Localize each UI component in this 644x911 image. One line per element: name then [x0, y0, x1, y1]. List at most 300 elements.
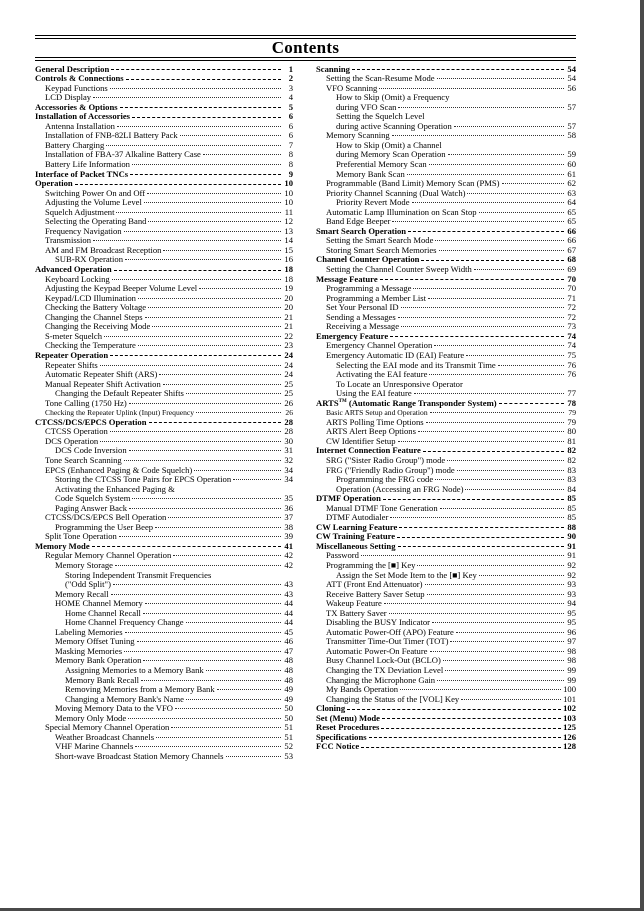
toc-subsection-entry[interactable] — [35, 425, 293, 435]
toc-leader-dots — [203, 148, 281, 158]
toc-leader-dots — [199, 282, 281, 292]
toc-subsection-entry[interactable] — [35, 291, 293, 301]
toc-subsection-entry[interactable] — [316, 215, 576, 225]
toc-subsection-entry[interactable] — [316, 81, 576, 91]
toc-leader-dots — [124, 224, 281, 234]
toc-subsection-entry[interactable] — [35, 549, 293, 559]
toc-leader-dots — [425, 578, 564, 588]
toc-leader-dots — [400, 683, 561, 693]
toc-subsection-entry[interactable] — [35, 568, 293, 578]
toc-section-entry[interactable] — [316, 396, 576, 406]
toc-page-number: 12 — [284, 216, 293, 227]
toc-entry-label: Repeater Operation — [35, 349, 109, 360]
toc-page-number: 42 — [284, 550, 293, 561]
toc-section-entry[interactable] — [316, 253, 576, 263]
toc-leader-dots — [138, 339, 281, 349]
toc-entry-label: Disabling the BUSY Indicator — [326, 617, 430, 628]
toc-entry-label: CTCSS/DCS/EPCS Bell Operation — [45, 512, 167, 523]
toc-entry-label: Automatic Lamp Illumination on Scan Stop — [326, 206, 477, 217]
toc-subsection-entry[interactable] — [316, 654, 576, 664]
toc-leader-dots — [437, 673, 564, 683]
toc-page-number: 85 — [567, 512, 576, 523]
toc-leader-dots — [114, 262, 281, 272]
toc-page-number: 72 — [567, 302, 576, 313]
toc-subsection-entry[interactable] — [35, 396, 293, 406]
toc-subsection-entry[interactable] — [35, 234, 293, 244]
toc-page-number: 25 — [284, 378, 293, 389]
toc-subsection-entry[interactable] — [316, 177, 576, 187]
toc-subsection-entry[interactable] — [35, 368, 293, 378]
toc-entry-label: Keypad Functions — [45, 82, 108, 93]
toc-entry-label: during VFO Scan — [336, 101, 397, 112]
toc-page-number: 97 — [567, 636, 576, 647]
toc-subsection-entry[interactable] — [35, 243, 293, 253]
toc-subsection-entry[interactable] — [35, 253, 293, 263]
toc-subsection-entry[interactable] — [316, 425, 576, 435]
toc-entry-label: CW Training Feature — [316, 531, 396, 542]
toc-leader-dots — [479, 568, 564, 578]
toc-leader-dots — [421, 253, 564, 263]
toc-page-number: 60 — [567, 159, 576, 170]
toc-subsection-entry[interactable] — [316, 578, 576, 588]
toc-leader-dots — [429, 157, 564, 167]
toc-subsection-entry[interactable] — [35, 138, 293, 148]
toc-subsection-entry[interactable] — [316, 100, 576, 110]
toc-subsection-entry[interactable] — [316, 377, 576, 387]
toc-subsection-entry[interactable] — [35, 358, 293, 368]
toc-subsection-entry[interactable] — [316, 348, 576, 358]
toc-page-number: 18 — [284, 273, 293, 284]
toc-subsection-entry[interactable] — [35, 511, 293, 521]
toc-subsection-entry[interactable] — [35, 339, 293, 349]
toc-entry-label: Automatic Repeater Shift (ARS) — [45, 369, 158, 380]
toc-section-entry[interactable] — [316, 224, 576, 234]
toc-section-entry[interactable] — [35, 62, 293, 72]
toc-leader-dots — [206, 663, 281, 673]
toc-leader-dots — [456, 625, 564, 635]
toc-entry-label: Accessories & Options — [35, 101, 118, 112]
toc-entry-label: Priority Revert Mode — [336, 197, 410, 208]
toc-subsection-entry[interactable] — [316, 358, 576, 368]
toc-page-number: 99 — [567, 674, 576, 685]
toc-subsection-entry[interactable] — [35, 654, 293, 664]
toc-entry-label: To Locate an Unresponsive Operator — [336, 378, 463, 389]
toc-subsection-entry[interactable] — [316, 205, 576, 215]
toc-subsection-entry[interactable] — [316, 138, 576, 148]
toc-page-number: 95 — [567, 617, 576, 628]
toc-subsection-entry[interactable] — [35, 453, 293, 463]
toc-subsection-entry[interactable] — [35, 606, 293, 616]
toc-entry-label: Reset Procedures — [316, 722, 380, 733]
toc-page-number: 68 — [567, 254, 576, 265]
toc-subsection-entry[interactable] — [35, 224, 293, 234]
toc-subsection-entry[interactable] — [35, 473, 293, 483]
toc-section-entry[interactable] — [316, 492, 576, 502]
toc-leader-dots — [502, 177, 564, 187]
toc-subsection-entry[interactable] — [35, 492, 293, 502]
toc-subsection-entry[interactable] — [35, 740, 293, 750]
toc-page-number: 81 — [567, 435, 576, 446]
toc-section-entry[interactable] — [35, 348, 293, 358]
toc-subsection-entry[interactable] — [316, 91, 576, 101]
toc-entry-label: How to Skip (Omit) a Channel — [336, 139, 442, 150]
toc-page-number: 6 — [288, 130, 293, 141]
toc-page-number: 10 — [284, 187, 293, 198]
toc-page-number: 65 — [567, 206, 576, 217]
toc-leader-dots — [383, 492, 564, 502]
toc-subsection-entry[interactable] — [316, 683, 576, 693]
toc-subsection-entry[interactable] — [35, 501, 293, 511]
toc-page-number: 79 — [568, 408, 576, 418]
toc-subsection-entry[interactable] — [316, 234, 576, 244]
toc-entry-label: Antenna Installation — [45, 120, 115, 131]
toc-page-number: 31 — [284, 445, 293, 456]
toc-leader-dots — [124, 453, 281, 463]
toc-entry-label: Paging Answer Back — [55, 502, 128, 513]
toc-leader-dots — [75, 177, 281, 187]
toc-section-entry[interactable] — [316, 329, 576, 339]
toc-subsection-entry[interactable] — [35, 377, 293, 387]
toc-page-number: 50 — [284, 712, 293, 723]
toc-entry-label: Storing the CTCSS Tone Pairs for EPCS Operation — [55, 474, 232, 485]
toc-subsection-entry[interactable] — [35, 616, 293, 626]
toc-subsection-entry[interactable] — [316, 635, 576, 645]
toc-subsection-entry[interactable] — [35, 148, 293, 158]
toc-subsection-entry[interactable] — [35, 558, 293, 568]
toc-entry-label: LCD Display — [45, 92, 92, 103]
trademark-symbol: TM — [338, 398, 347, 404]
toc-section-entry[interactable] — [316, 711, 576, 721]
toc-subsection-entry[interactable] — [35, 692, 293, 702]
toc-entry-label: Operation — [35, 178, 73, 189]
toc-section-entry[interactable] — [316, 740, 576, 750]
toc-subsection-entry[interactable] — [35, 721, 293, 731]
toc-subsection-entry[interactable] — [316, 291, 576, 301]
toc-entry-label: Wakeup Feature — [326, 598, 382, 609]
toc-leader-dots — [461, 692, 561, 702]
toc-page-number: 85 — [567, 493, 576, 504]
toc-entry-label: TX Battery Saver — [326, 607, 387, 618]
toc-page-number: 46 — [284, 636, 293, 647]
toc-subsection-entry[interactable] — [35, 482, 293, 492]
toc-section-entry[interactable] — [316, 444, 576, 454]
toc-subsection-entry[interactable] — [316, 301, 576, 311]
toc-subsection-entry[interactable] — [316, 110, 576, 120]
toc-leader-dots — [100, 434, 281, 444]
toc-entry-label: Programmable (Band Limit) Memory Scan (PMS) — [326, 178, 500, 189]
toc-entry-label: Memory Scanning — [326, 130, 390, 141]
toc-subsection-entry[interactable] — [316, 663, 576, 673]
toc-leader-dots — [445, 663, 564, 673]
toc-section-entry[interactable] — [35, 100, 293, 110]
toc-entry-label: Preferential Memory Scan — [336, 159, 427, 170]
toc-leader-dots — [93, 91, 281, 101]
toc-subsection-entry[interactable] — [35, 301, 293, 311]
toc-page-number: 58 — [567, 130, 576, 141]
toc-page-number: 59 — [567, 149, 576, 160]
toc-leader-dots — [110, 348, 281, 358]
toc-subsection-entry[interactable] — [35, 587, 293, 597]
toc-page-number: 51 — [284, 722, 293, 733]
toc-entry-label: Automatic Power-On Feature — [326, 645, 428, 656]
toc-section-entry[interactable] — [316, 721, 576, 731]
toc-leader-dots — [128, 711, 281, 721]
toc-entry-label: Installation of Accessories — [35, 111, 131, 122]
toc-subsection-entry[interactable] — [35, 530, 293, 540]
toc-page-number: 48 — [284, 655, 293, 666]
toc-subsection-entry[interactable] — [35, 749, 293, 759]
toc-subsection-entry[interactable] — [316, 625, 576, 635]
toc-page-number: 44 — [284, 607, 293, 618]
toc-entry-label: Emergency Feature — [316, 330, 389, 341]
toc-entry-label: Basic ARTS Setup and Operation — [326, 408, 428, 418]
toc-subsection-entry[interactable] — [316, 434, 576, 444]
toc-subsection-entry[interactable] — [316, 415, 576, 425]
toc-entry-label: SUB-RX Operation — [55, 254, 124, 265]
toc-leader-dots — [92, 539, 281, 549]
toc-leader-dots — [233, 473, 281, 483]
toc-leader-dots — [407, 167, 564, 177]
toc-leader-dots — [152, 320, 281, 330]
toc-subsection-entry[interactable] — [316, 167, 576, 177]
toc-subsection-entry[interactable] — [316, 558, 576, 568]
toc-subsection-entry[interactable] — [35, 683, 293, 693]
toc-subsection-entry[interactable] — [35, 463, 293, 473]
toc-entry-label: Manual Repeater Shift Activation — [45, 378, 161, 389]
toc-subsection-entry[interactable] — [35, 597, 293, 607]
toc-page-number: 91 — [567, 540, 576, 551]
toc-entry-label: Message Feature — [316, 273, 378, 284]
toc-section-entry[interactable] — [316, 702, 576, 712]
toc-leader-dots — [392, 129, 564, 139]
toc-section-entry[interactable] — [316, 272, 576, 282]
toc-entry-label: Changing the Channel Steps — [45, 311, 143, 322]
toc-page-number: 32 — [284, 454, 293, 465]
toc-leader-dots — [392, 215, 564, 225]
toc-leader-dots — [168, 511, 281, 521]
toc-subsection-entry[interactable] — [35, 320, 293, 330]
toc-page-number: 70 — [567, 283, 576, 294]
toc-section-entry[interactable] — [35, 539, 293, 549]
toc-subsection-entry[interactable] — [35, 272, 293, 282]
toc-subsection-entry[interactable] — [35, 578, 293, 588]
toc-page-number: 39 — [284, 531, 293, 542]
toc-subsection-entry[interactable] — [35, 119, 293, 129]
toc-leader-dots — [148, 301, 281, 311]
toc-page-number: 93 — [567, 579, 576, 590]
toc-entry-label: Home Channel Recall — [65, 607, 141, 618]
toc-section-entry[interactable] — [316, 539, 576, 549]
toc-entry-label: Special Memory Channel Operation — [45, 722, 170, 733]
page-title: Contents — [271, 38, 340, 57]
toc-leader-dots — [465, 482, 564, 492]
toc-subsection-entry[interactable] — [316, 644, 576, 654]
toc-leader-dots — [144, 196, 281, 206]
toc-subsection-entry[interactable] — [35, 186, 293, 196]
toc-entry-label: Tone Calling (1750 Hz) — [45, 397, 127, 408]
toc-leader-dots — [457, 463, 564, 473]
toc-leader-dots — [132, 110, 281, 120]
toc-leader-dots — [126, 72, 281, 82]
toc-section-entry[interactable] — [35, 167, 293, 177]
toc-page-number: 6 — [288, 111, 293, 122]
toc-subsection-entry[interactable] — [316, 148, 576, 158]
toc-entry-label: during Memory Scan Operation — [336, 149, 446, 160]
toc-leader-dots — [398, 434, 564, 444]
toc-subsection-entry[interactable] — [35, 215, 293, 225]
toc-page-number: 83 — [567, 474, 576, 485]
toc-entry-label: Masking Memories — [55, 645, 123, 656]
toc-section-entry[interactable] — [316, 520, 576, 530]
toc-subsection-entry[interactable] — [316, 186, 576, 196]
toc-subsection-entry[interactable] — [316, 339, 576, 349]
toc-entry-label: Transmission — [45, 235, 92, 246]
toc-page-number: 64 — [567, 197, 576, 208]
toc-page-number: 76 — [567, 359, 576, 370]
toc-subsection-entry[interactable] — [316, 129, 576, 139]
toc-leader-dots — [380, 272, 564, 282]
toc-page-number: 84 — [567, 483, 576, 494]
toc-page-number: 95 — [567, 607, 576, 618]
toc-subsection-entry[interactable] — [316, 463, 576, 473]
toc-leader-dots — [117, 119, 281, 129]
toc-leader-dots — [145, 310, 281, 320]
toc-subsection-entry[interactable] — [35, 310, 293, 320]
toc-subsection-entry[interactable] — [35, 711, 293, 721]
toc-entry-label: Advanced Operation — [35, 264, 112, 275]
toc-subsection-entry[interactable] — [35, 702, 293, 712]
toc-entry-label: Setting the Scan-Resume Mode — [326, 73, 435, 84]
toc-entry-label: Setting the Squelch Level — [336, 111, 425, 122]
toc-leader-dots — [466, 348, 564, 358]
toc-subsection-entry[interactable] — [316, 453, 576, 463]
toc-subsection-entry[interactable] — [35, 205, 293, 215]
toc-subsection-entry[interactable] — [316, 387, 576, 397]
toc-subsection-entry[interactable] — [35, 387, 293, 397]
toc-page-number: 98 — [567, 655, 576, 666]
toc-subsection-entry[interactable] — [316, 549, 576, 559]
toc-subsection-entry[interactable] — [316, 310, 576, 320]
toc-subsection-entry[interactable] — [35, 663, 293, 673]
toc-subsection-entry[interactable] — [35, 157, 293, 170]
toc-subsection-entry[interactable] — [35, 196, 293, 206]
toc-section-entry[interactable] — [316, 530, 576, 540]
toc-entry-label: Controls & Connections — [35, 73, 124, 84]
toc-subsection-entry[interactable] — [35, 434, 293, 444]
toc-subsection-entry[interactable] — [35, 673, 293, 683]
toc-subsection-entry[interactable] — [35, 644, 293, 654]
toc-subsection-entry[interactable] — [316, 616, 576, 626]
toc-page-number: 100 — [563, 684, 576, 695]
toc-page-number: 10 — [284, 197, 293, 208]
toc-section-entry[interactable] — [35, 262, 293, 275]
toc-page-number: 9 — [288, 168, 293, 179]
toc-entry-label: Regular Memory Channel Operation — [45, 550, 172, 561]
toc-subsection-entry[interactable] — [316, 473, 576, 483]
toc-subsection-entry[interactable] — [316, 597, 576, 607]
toc-entry-label: Busy Channel Lock-Out (BCLO) — [326, 655, 441, 666]
toc-subsection-entry[interactable] — [35, 282, 293, 292]
toc-leader-dots — [429, 368, 564, 378]
toc-page-number: 20 — [284, 302, 293, 313]
toc-subsection-entry[interactable] — [316, 587, 576, 597]
toc-subsection-entry[interactable] — [316, 320, 576, 330]
toc-section-entry[interactable] — [35, 72, 293, 82]
toc-subsection-entry[interactable] — [316, 157, 576, 170]
toc-page-number: 2 — [288, 73, 293, 84]
toc-page-number: 22 — [284, 330, 293, 341]
toc-section-entry[interactable] — [316, 62, 576, 72]
toc-subsection-entry[interactable] — [316, 606, 576, 616]
toc-subsection-entry[interactable] — [316, 501, 576, 511]
toc-entry-label: Squelch Adjustment — [45, 206, 115, 217]
toc-entry-label: Emergency Channel Operation — [326, 340, 433, 351]
toc-subsection-entry[interactable] — [316, 196, 576, 206]
toc-subsection-entry[interactable] — [316, 673, 576, 683]
toc-subsection-entry[interactable] — [35, 91, 293, 101]
toc-section-entry[interactable] — [316, 730, 576, 740]
toc-leader-dots — [401, 320, 564, 330]
toc-subsection-entry[interactable] — [316, 282, 576, 292]
toc-page-number: 14 — [284, 235, 293, 246]
toc-subsection-entry[interactable] — [35, 81, 293, 91]
toc-entry-label: Memory Bank Recall — [65, 674, 139, 685]
toc-section-entry[interactable] — [35, 415, 293, 425]
toc-subsection-entry[interactable] — [316, 262, 576, 275]
toc-subsection-entry[interactable] — [316, 568, 576, 578]
toc-page-number: 125 — [563, 722, 576, 733]
toc-subsection-entry[interactable] — [316, 119, 576, 129]
toc-entry-label: Selecting the Operating Band — [45, 216, 147, 227]
toc-entry-label: Installation of FBA-37 Alkaline Battery Case — [45, 149, 201, 160]
toc-leader-dots — [163, 377, 281, 387]
toc-leader-dots — [196, 406, 281, 416]
toc-subsection-entry[interactable] — [316, 692, 576, 702]
toc-leader-dots — [159, 368, 281, 378]
toc-subsection-entry[interactable] — [316, 368, 576, 378]
toc-leader-dots — [110, 81, 281, 91]
toc-leader-dots — [116, 205, 281, 215]
toc-subsection-entry[interactable] — [35, 520, 293, 530]
toc-subsection-entry[interactable] — [35, 444, 293, 454]
toc-leader-dots — [130, 167, 281, 177]
toc-subsection-entry[interactable] — [35, 625, 293, 635]
toc-leader-dots — [401, 301, 564, 311]
toc-subsection-entry[interactable] — [35, 730, 293, 740]
toc-subsection-entry[interactable] — [316, 72, 576, 82]
toc-entry-label: Manual DTMF Tone Generation — [326, 502, 438, 513]
toc-entry-label: Memory Mode — [35, 540, 90, 551]
toc-section-entry[interactable] — [35, 110, 293, 120]
toc-entry-label: Band Edge Beeper — [326, 216, 391, 227]
toc-entry-label: Using the EAI feature — [336, 388, 412, 399]
toc-entry-label: VFO Scanning — [326, 82, 378, 93]
toc-entry-label: EPCS (Enhanced Paging & Code Squelch) — [45, 464, 193, 475]
toc-subsection-entry[interactable] — [35, 635, 293, 645]
toc-subsection-entry[interactable] — [316, 482, 576, 492]
toc-subsection-entry[interactable] — [316, 511, 576, 521]
toc-subsection-entry[interactable] — [316, 243, 576, 253]
toc-subsection-entry[interactable] — [35, 129, 293, 139]
toc-entry-label: Assigning Memories to a Memory Bank — [65, 665, 204, 675]
toc-leader-dots — [125, 625, 281, 635]
toc-leader-dots — [427, 587, 564, 597]
toc-entry-label: Changing a Memory Bank's Name — [65, 693, 184, 704]
toc-subsection-entry[interactable] — [35, 329, 293, 339]
toc-page-number: 93 — [567, 588, 576, 599]
toc-leader-dots — [499, 396, 564, 406]
toc-page-number: 102 — [563, 703, 576, 714]
